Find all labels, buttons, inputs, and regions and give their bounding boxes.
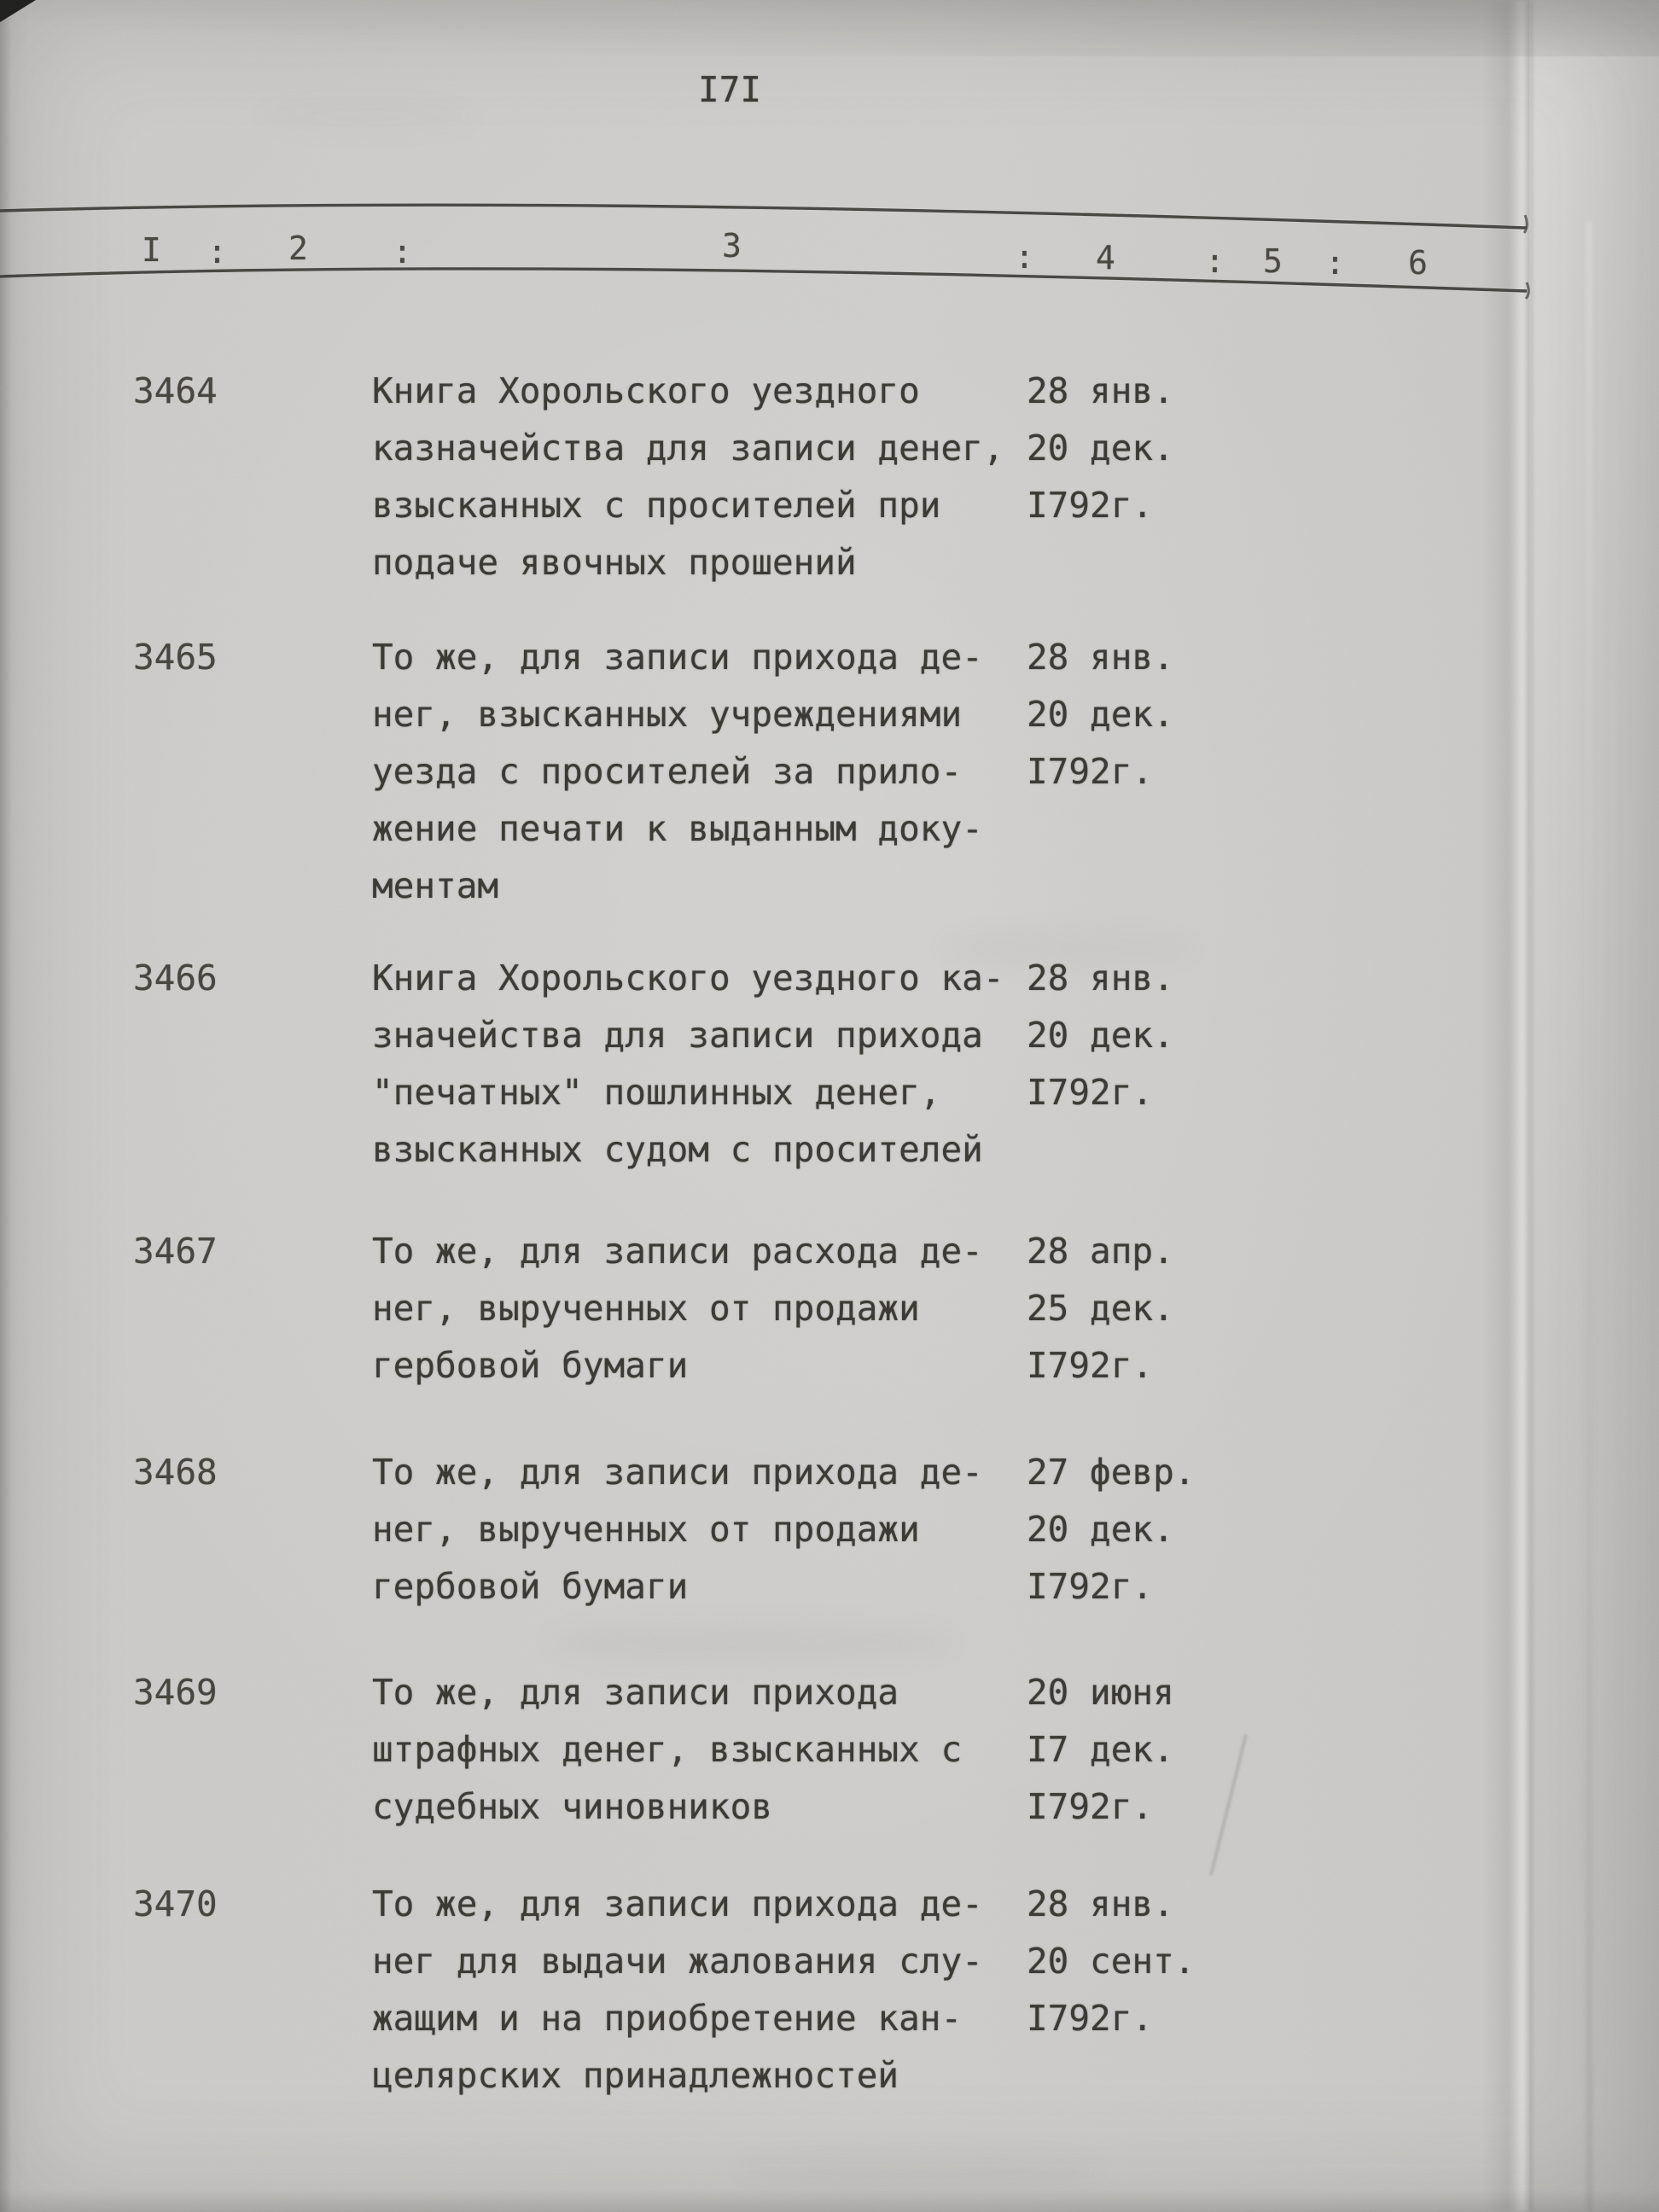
entry-number: 3470 xyxy=(133,1883,218,1924)
entry-dates xyxy=(1027,629,1174,800)
description-line: нег, вырученных от продажи xyxy=(372,1288,920,1329)
date-line: 28 апр. xyxy=(1027,1231,1174,1272)
date-line: 20 июня xyxy=(1027,1672,1174,1713)
entry-description xyxy=(372,950,1004,1179)
pen-tick-icon xyxy=(1524,215,1527,233)
rule-top-line xyxy=(0,205,1527,228)
description-line: взысканных судом с просителей xyxy=(372,1129,983,1170)
entry-description xyxy=(372,1664,962,1836)
entry-number: 3464 xyxy=(133,370,218,411)
entry-dates xyxy=(1027,950,1174,1121)
date-line: 28 янв. xyxy=(1027,958,1174,998)
description-line: штрафных денег, взысканных с xyxy=(372,1729,963,1770)
page-number: I7I xyxy=(698,69,762,110)
description-line: казначейства для записи денег, xyxy=(372,428,1004,469)
date-line: 27 февр. xyxy=(1027,1452,1196,1493)
date-line: 20 дек. xyxy=(1027,694,1174,735)
date-line: 28 янв. xyxy=(1027,637,1174,678)
column-separator-icon: : xyxy=(207,233,227,271)
description-line: То же, для записи прихода де- xyxy=(372,637,983,678)
date-line: 20 сент. xyxy=(1027,1941,1196,1982)
entry-dates xyxy=(1027,1876,1195,2047)
rule-bottom-line xyxy=(0,269,1527,291)
column-header-1: I xyxy=(142,231,161,269)
entry-description xyxy=(372,1876,983,2104)
description-line: взысканных с просителей при xyxy=(372,485,941,526)
description-line: жение печати к выданным доку- xyxy=(372,808,983,849)
description-line: подаче явочных прошений xyxy=(372,542,857,583)
date-line: I792г. xyxy=(1027,485,1154,526)
date-line: I7 дек. xyxy=(1027,1729,1174,1770)
entry-dates xyxy=(1027,363,1174,534)
description-line: То же, для записи прихода де- xyxy=(372,1452,983,1493)
entry-number: 3468 xyxy=(133,1452,218,1493)
description-line: гербовой бумаги xyxy=(372,1566,689,1607)
column-separator-icon: : xyxy=(1015,238,1034,276)
column-separator-icon: : xyxy=(393,233,412,271)
description-line: целярских принадлежностей xyxy=(372,2055,899,2096)
description-line: нег для выдачи жалования слу- xyxy=(372,1941,983,1982)
description-line: То же, для записи расхода де- xyxy=(372,1231,983,1272)
column-header-6: 6 xyxy=(1408,244,1428,282)
date-line: 28 янв. xyxy=(1027,1883,1174,1924)
description-line: значейства для записи прихода xyxy=(372,1015,983,1056)
column-header-2: 2 xyxy=(288,230,308,267)
column-separator-icon: : xyxy=(1325,244,1345,282)
entry-description xyxy=(372,629,983,915)
date-line: I792г. xyxy=(1027,751,1154,792)
date-line: I792г. xyxy=(1027,1998,1154,2039)
entry-dates xyxy=(1027,1664,1174,1836)
column-header-5: 5 xyxy=(1263,242,1283,280)
description-line: гербовой бумаги xyxy=(372,1345,689,1386)
description-line: "печатных" пошлинных денег, xyxy=(372,1072,941,1113)
date-line: 20 дек. xyxy=(1027,1015,1174,1056)
date-line: 28 янв. xyxy=(1027,370,1174,411)
description-line: нег, вырученных от продажи xyxy=(372,1509,920,1550)
description-line: Книга Хорольского уездного xyxy=(372,370,920,411)
column-header-4: 4 xyxy=(1096,239,1115,276)
date-line: 20 дек. xyxy=(1027,1509,1174,1550)
description-line: То же, для записи прихода де- xyxy=(372,1883,983,1924)
description-line: нег, взысканных учреждениями xyxy=(372,694,963,735)
entry-number: 3466 xyxy=(133,958,218,998)
description-line: То же, для записи прихода xyxy=(372,1672,899,1713)
date-line: 25 дек. xyxy=(1027,1288,1174,1329)
date-line: I792г. xyxy=(1027,1566,1154,1607)
entry-description xyxy=(372,363,1004,591)
entry-number: 3467 xyxy=(133,1231,218,1272)
description-line: жащим и на приобретение кан- xyxy=(372,1998,963,2039)
entry-description xyxy=(372,1444,983,1615)
entry-number: 3469 xyxy=(133,1672,218,1713)
entry-dates xyxy=(1027,1444,1195,1615)
date-line: I792г. xyxy=(1027,1072,1154,1113)
description-line: Книга Хорольского уездного ка- xyxy=(372,958,1004,998)
date-line: 20 дек. xyxy=(1027,428,1174,469)
description-line: ментам xyxy=(372,865,499,906)
entry-number: 3465 xyxy=(133,637,218,678)
entry-dates xyxy=(1027,1223,1174,1394)
date-line: I792г. xyxy=(1027,1786,1154,1827)
column-separator-icon: : xyxy=(1205,242,1225,280)
description-line: уезда с просителей за прило- xyxy=(372,751,963,792)
entry-description xyxy=(372,1223,983,1394)
date-line: I792г. xyxy=(1027,1345,1154,1386)
column-header-3: 3 xyxy=(722,227,742,265)
description-line: судебных чиновников xyxy=(372,1786,772,1827)
